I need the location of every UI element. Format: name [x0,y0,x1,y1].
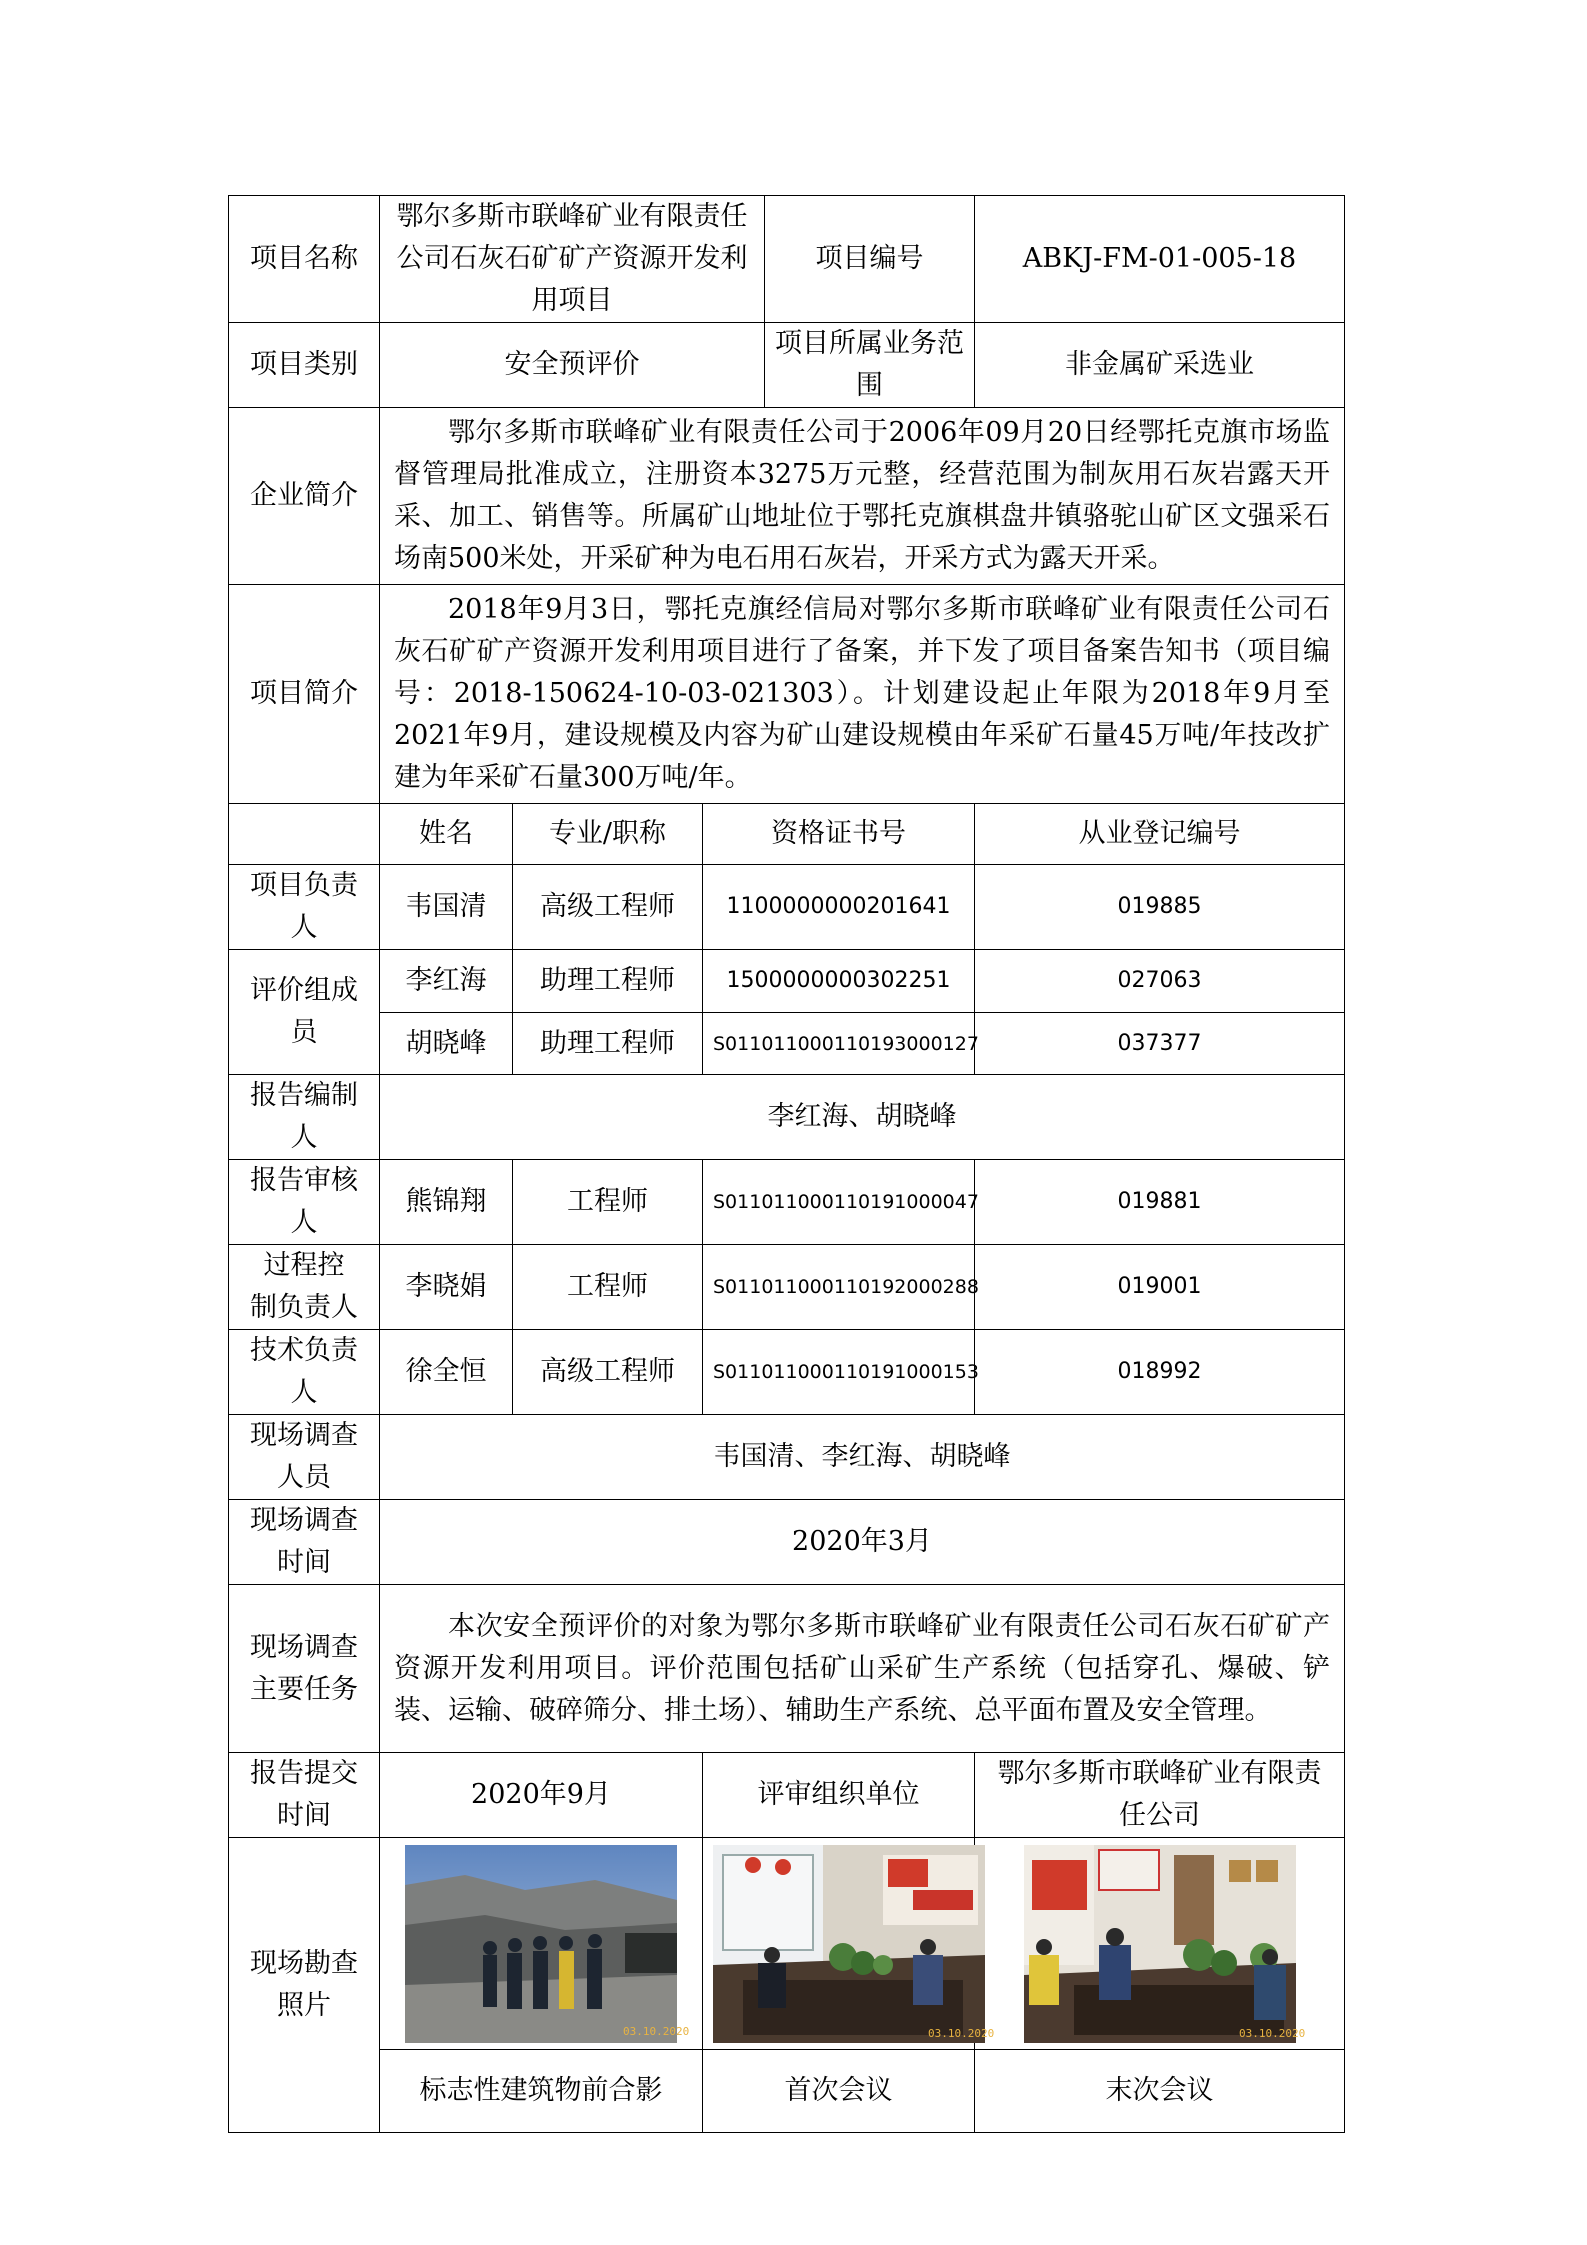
evaluation-team-label: 评价组成员 [229,950,380,1075]
technical-leader-title: 高级工程师 [513,1330,703,1415]
project-leader-name: 韦国清 [380,865,513,950]
eval-member-1-title: 助理工程师 [513,950,703,1013]
row-eval-member-1 [229,950,1345,1013]
process-control-role [229,1245,380,1330]
process-control-title: 工程师 [513,1245,703,1330]
technical-leader-role: 技术负责人 [229,1330,380,1415]
row-site-time [229,1500,1345,1585]
group-photo-image [405,1845,690,2043]
eval-member-2-reg: 037377 [975,1013,1345,1075]
row-report-submit [229,1753,1345,1838]
site-task-cell [380,1585,1345,1753]
row-project-type [229,323,1345,408]
project-intro-text: 2018年9月3日，鄂托克旗经信局对鄂尔多斯市联峰矿业有限责任公司石灰石矿矿产资源开发利用项目进行了备案，并下发了项目备案告知书（项目编号：2018-150624-10-03-021303）。计划建设起止年限为2018年9月至2021年9月，建设规模及内容为矿山建设规模由年采矿石量45万吨/年技改扩建为年采矿石量300万吨/年。 [394,594,1330,793]
row-eval-member-2 [229,1013,1345,1075]
project-no-value: ABKJ-FM-01-005-18 [975,196,1345,323]
row-site-staff [229,1415,1345,1500]
project-leader-cert: 1100000000201641 [703,865,975,950]
business-scope-label: 项目所属业务范围 [765,323,975,408]
site-time-value: 2020年3月 [380,1500,1345,1585]
company-intro-text: 鄂尔多斯市联峰矿业有限责任公司于2006年09月20日经鄂托克旗市场监督管理局批准成立，注册资本3275万元整，经营范围为制灰用石灰岩露天开采、加工、销售等。所属矿山地址位于鄂托克旗棋盘井镇骆驼山矿区文强采石场南500米处，开采矿种为电石用石灰岩，开采方式为露天开采。 [394,417,1330,574]
row-technical-leader [229,1330,1345,1415]
eval-member-1-cert: 1500000000302251 [703,950,975,1013]
caption-first-meeting: 首次会议 [703,2050,975,2133]
first-meeting-image [713,1845,995,2043]
site-photos-label: 现场勘查照片 [229,1838,380,2133]
site-task-label: 现场调查主要任务 [229,1585,380,1753]
site-staff-label: 现场调查人员 [229,1415,380,1500]
report-submit-value: 2020年9月 [380,1753,703,1838]
final-meeting-image [1024,1845,1305,2043]
header-title: 专业/职称 [513,804,703,865]
caption-group-photo: 标志性建筑物前合影 [380,2050,703,2133]
row-site-task [229,1585,1345,1753]
row-staff-headers [229,804,1345,865]
review-org-label: 评审组织单位 [703,1753,975,1838]
staff-header-blank [229,804,380,865]
report-submit-label: 报告提交时间 [229,1753,380,1838]
row-site-photos [229,1838,1345,2050]
report-compiler-label: 报告编制人 [229,1075,380,1160]
site-task-text: 本次安全预评价的对象为鄂尔多斯市联峰矿业有限责任公司石灰石矿矿产资源开发利用项目。评价范围包括矿山采矿生产系统（包括穿孔、爆破、铲装、运输、破碎筛分、排土场）、辅助生产系统、总平面布置及安全管理。 [394,1610,1330,1726]
header-name: 姓名 [380,804,513,865]
row-project-intro [229,585,1345,804]
process-control-role-line2: 制负责人 [250,1292,358,1323]
report-reviewer-cert: S011011000110191000047 [703,1160,975,1245]
svg-text:03.10.2020: 03.10.2020 [1238,2026,1305,2040]
svg-text:03.10.2020: 03.10.2020 [928,2026,995,2040]
business-scope-value: 非金属矿采选业 [975,323,1345,408]
photo-cell-3 [975,1838,1345,2050]
project-info-sheet [228,195,1344,2133]
project-intro-cell [380,585,1345,804]
site-staff-value: 韦国清、李红海、胡晓峰 [380,1415,1345,1500]
project-intro-label: 项目简介 [229,585,380,804]
technical-leader-name: 徐全恒 [380,1330,513,1415]
row-photo-captions [229,2050,1345,2133]
project-info-table [228,195,1345,2133]
process-control-cert: S011011000110192000288 [703,1245,975,1330]
review-org-value: 鄂尔多斯市联峰矿业有限责任公司 [975,1753,1345,1838]
company-intro-label: 企业简介 [229,408,380,585]
process-control-reg: 019001 [975,1245,1345,1330]
eval-member-1-reg: 027063 [975,950,1345,1013]
report-reviewer-title: 工程师 [513,1160,703,1245]
report-reviewer-role: 报告审核人 [229,1160,380,1245]
eval-member-2-cert: S011011000110193000127 [703,1013,975,1075]
eval-member-2-title: 助理工程师 [513,1013,703,1075]
photo-cell-1 [380,1838,703,2050]
project-leader-role: 项目负责人 [229,865,380,950]
caption-final-meeting: 末次会议 [975,2050,1345,2133]
process-control-name: 李晓娟 [380,1245,513,1330]
eval-member-2-name: 胡晓峰 [380,1013,513,1075]
project-name-value: 鄂尔多斯市联峰矿业有限责任公司石灰石矿矿产资源开发利用项目 [380,196,765,323]
eval-member-1-name: 李红海 [380,950,513,1013]
row-report-reviewer [229,1160,1345,1245]
row-process-control [229,1245,1345,1330]
header-reg: 从业登记编号 [975,804,1345,865]
project-name-label: 项目名称 [229,196,380,323]
row-project-leader [229,865,1345,950]
project-no-label: 项目编号 [765,196,975,323]
report-reviewer-reg: 019881 [975,1160,1345,1245]
project-leader-reg: 019885 [975,865,1345,950]
row-company-intro [229,408,1345,585]
company-intro-cell [380,408,1345,585]
report-reviewer-name: 熊锦翔 [380,1160,513,1245]
process-control-role-line1: 过程控 [263,1250,345,1281]
site-time-label: 现场调查时间 [229,1500,380,1585]
project-type-value: 安全预评价 [380,323,765,408]
report-compiler-value: 李红海、胡晓峰 [380,1075,1345,1160]
svg-text:03.10.2020: 03.10.2020 [623,2024,690,2038]
project-type-label: 项目类别 [229,323,380,408]
row-project-name [229,196,1345,323]
row-report-compiler [229,1075,1345,1160]
project-leader-title: 高级工程师 [513,865,703,950]
header-cert: 资格证书号 [703,804,975,865]
technical-leader-reg: 018992 [975,1330,1345,1415]
photo-cell-2 [703,1838,995,2050]
technical-leader-cert: S011011000110191000153 [703,1330,975,1415]
